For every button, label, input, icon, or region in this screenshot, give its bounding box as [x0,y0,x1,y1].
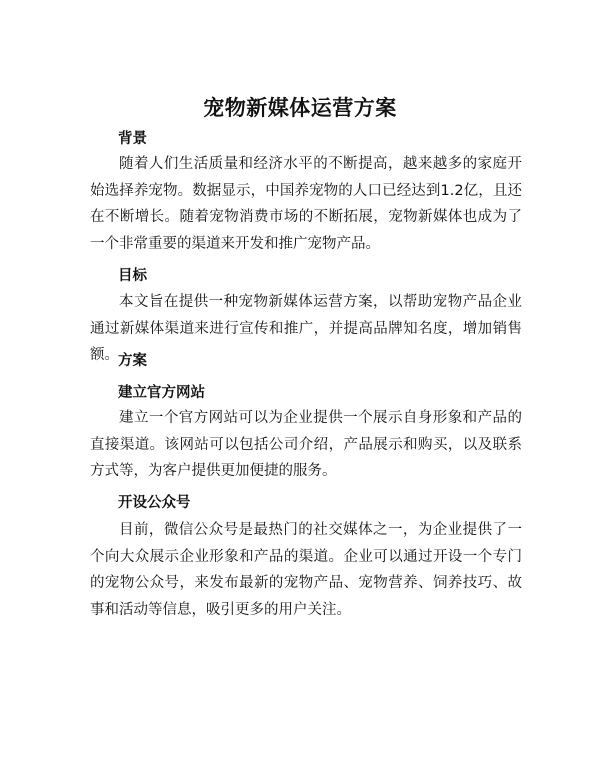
paragraph-goal: 本文旨在提供一种宠物新媒体运营方案，以帮助宠物产品企业通过新媒体渠道来进行宣传和推广，并提高品牌知名度，增加销售额。 [90,294,522,363]
paragraph-website: 建立一个官方网站可以为企业提供一个展示自身形象和产品的直接渠道。该网站可以包括公司介绍，产品展示和购买，以及联系方式等，为客户提供更加便捷的服务。 [90,410,522,479]
paragraph-wechat: 目前，微信公众号是最热门的社交媒体之一，为企业提供了一个向大众展示企业形象和产品的渠道。企业可以通过开设一个专门的宠物公众号，来发布最新的宠物产品、宠物营养、饲养技巧、故事和活动等信息，吸引更多的用户关注。 [90,522,522,618]
heading-background: 背景 [118,131,147,147]
heading-website: 建立官方网站 [118,385,205,401]
heading-wechat: 开设公众号 [118,495,191,511]
heading-goal: 目标 [118,268,147,284]
heading-plan: 方案 [118,353,147,369]
document-title: 宠物新媒体运营方案 [203,96,397,120]
paragraph-background: 随着人们生活质量和经济水平的不断提高，越来越多的家庭开始选择养宠物。数据显示，中国养宠物的人口已经达到1.2亿，且还在不断增长。随着宠物消费市场的不断拓展，宠物新媒体也成为了一个非常重要的渠道来开发和推广宠物产品。 [90,156,522,252]
